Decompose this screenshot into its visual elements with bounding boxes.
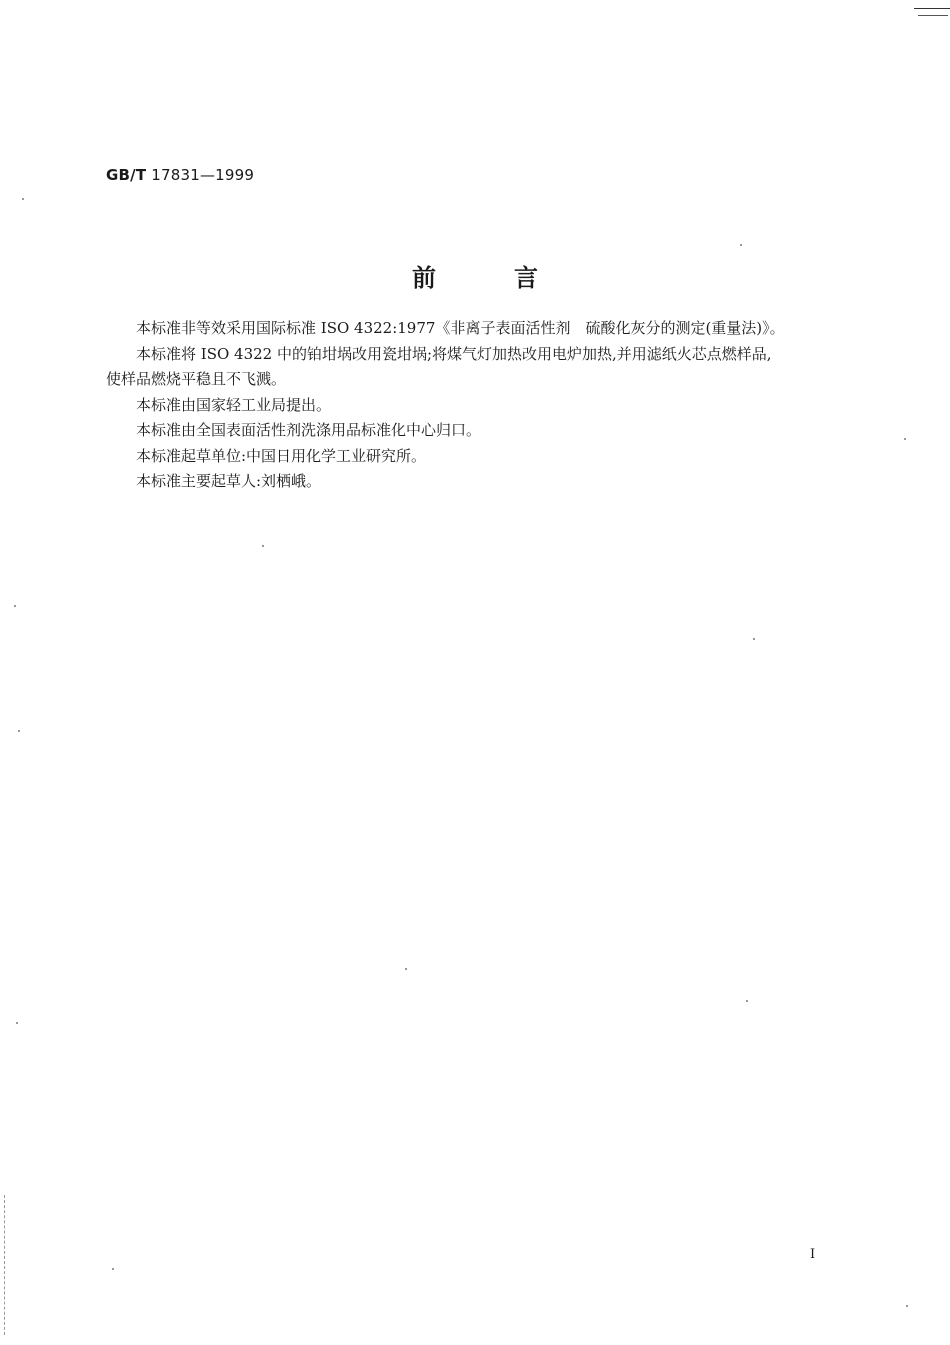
paragraph-modification-line-1: 本标准将 ISO 4322 中的铂坩埚改用瓷坩埚;将煤气灯加热改用电炉加热,并用滤纸火芯点燃样品,	[136, 344, 772, 363]
scan-speck	[14, 605, 16, 607]
scan-edge-line	[4, 1195, 5, 1335]
scan-speck	[740, 244, 742, 246]
scan-speck	[746, 1000, 748, 1002]
foreword-body	[106, 316, 846, 495]
title-char-1: 前	[412, 264, 436, 292]
standard-code-prefix: GB/T	[106, 166, 147, 184]
paragraph-modification	[106, 342, 846, 393]
scan-speck	[262, 545, 264, 547]
scan-speck	[405, 968, 407, 970]
page-title	[0, 258, 950, 293]
paragraph-administrator: 本标准由全国表面活性剂洗涤用品标准化中心归口。	[136, 421, 482, 439]
scan-speck	[112, 1268, 114, 1270]
scan-speck	[906, 1305, 908, 1307]
paragraph-drafters: 本标准主要起草人:刘栖峨。	[136, 472, 322, 490]
paragraph-adoption: 本标准非等效采用国际标准 ISO 4322:1977《非离子表面活性剂 硫酸化灰分的测定(重量法)》。	[136, 319, 785, 337]
standard-code	[106, 166, 254, 184]
scan-speck	[753, 638, 755, 640]
paragraph-drafting-unit: 本标准起草单位:中国日用化学工业研究所。	[136, 446, 427, 465]
scan-speck	[904, 438, 906, 440]
paragraph-modification-line-2: 使样品燃烧平稳且不飞溅。	[106, 370, 287, 388]
paragraph-proposer: 本标准由国家轻工业局提出。	[136, 395, 332, 414]
standard-code-number: 17831—1999	[151, 166, 255, 184]
scan-speck	[22, 198, 24, 200]
page-number: I	[810, 1247, 816, 1262]
scan-speck	[16, 1022, 18, 1024]
scan-speck	[18, 730, 20, 732]
scan-corner-mark	[914, 8, 950, 19]
title-char-2: 言	[514, 264, 538, 292]
